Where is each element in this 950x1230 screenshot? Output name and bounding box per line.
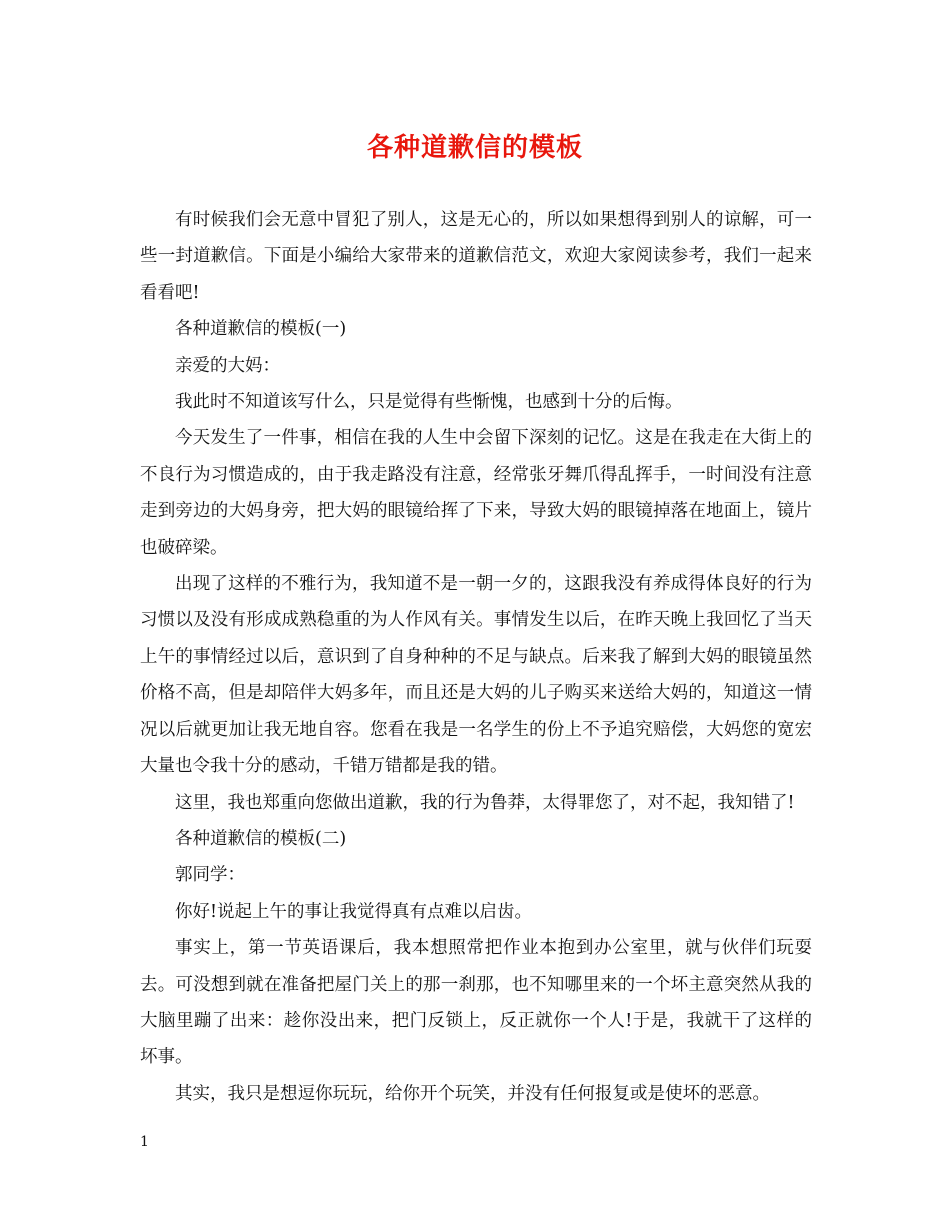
section-heading-2: 各种道歉信的模板(二) bbox=[175, 828, 347, 849]
paragraph: 今天发生了一件事，相信在我的人生中会留下深刻的记忆。这是在我走在大街上的不良行为习惯造成的，由于我走路没有注意，经常张牙舞爪得乱挥手，一时间没有注意走到旁边的大妈身旁，把大妈的眼镜给挥了下来，导致大妈的眼镜掉落在地面上，镜片也破碎梁。 bbox=[140, 428, 812, 558]
section-heading-1: 各种道歉信的模板(一) bbox=[175, 319, 347, 340]
document-body bbox=[140, 202, 812, 1112]
salutation-2: 郭同学： bbox=[175, 865, 245, 886]
salutation-1: 亲爱的大妈： bbox=[175, 355, 280, 376]
document-title: 各种道歉信的模板 bbox=[366, 133, 583, 163]
paragraph: 其实，我只是想逗你玩玩，给你开个玩笑，并没有任何报复或是使坏的恶意。 bbox=[175, 1083, 770, 1104]
paragraph: 你好!说起上午的事让我觉得真有点难以启齿。 bbox=[175, 901, 533, 922]
page-number: 1 bbox=[140, 1134, 149, 1150]
paragraph: 我此时不知道该写什么，只是觉得有些惭愧，也感到十分的后悔。 bbox=[175, 392, 683, 413]
paragraph-intro: 有时候我们会无意中冒犯了别人，这是无心的，所以如果想得到别人的谅解，可一些一封道歉信。下面是小编给大家带来的道歉信范文，欢迎大家阅读参考，我们一起来看看吧! bbox=[140, 210, 812, 303]
paragraph: 出现了这样的不雅行为，我知道不是一朝一夕的，这跟我没有养成得体良好的行为习惯以及没有形成成熟稳重的为人作风有关。事情发生以后，在昨天晚上我回忆了当天上午的事情经过以后，意识到了自身种种的不足与缺点。后来我了解到大妈的眼镜虽然价格不高，但是却陪伴大妈多年，而且还是大妈的儿子购买来送给大妈的，知道这一情况以后就更加让我无地自容。您看在我是一名学生的份上不予追究赔偿，大妈您的宽宏大量也令我十分的感动，千错万错都是我的错。 bbox=[140, 574, 812, 777]
paragraph: 这里，我也郑重向您做出道歉，我的行为鲁莽，太得罪您了，对不起，我知错了! bbox=[175, 792, 795, 813]
paragraph: 事实上，第一节英语课后，我本想照常把作业本抱到办公室里，就与伙伴们玩耍去。可没想到就在准备把屋门关上的那一刹那，也不知哪里来的一个坏主意突然从我的大脑里蹦了出来：趁你没出来，把门反锁上，反正就你一个人!于是，我就干了这样的坏事。 bbox=[140, 938, 812, 1068]
